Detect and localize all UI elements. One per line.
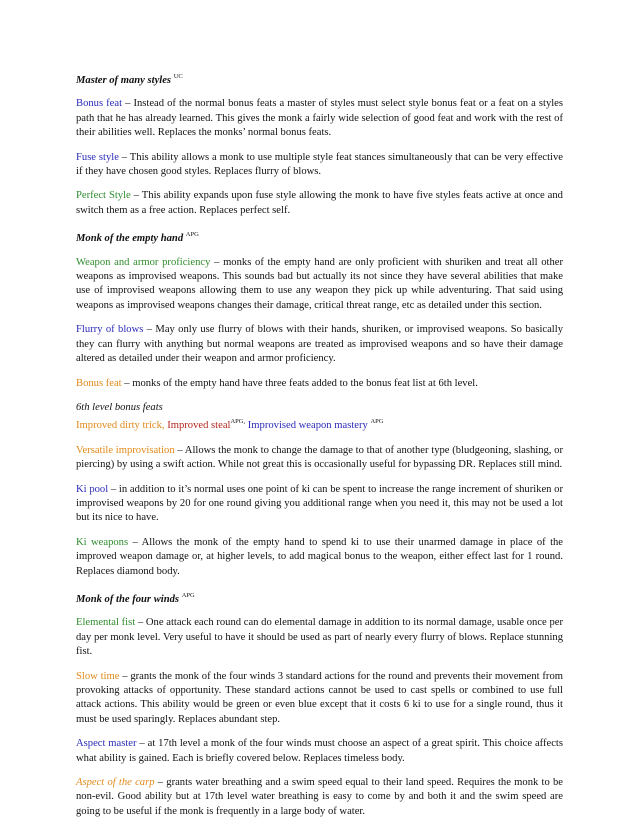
paragraph-aspect-master	[76, 737, 563, 766]
feat-improved-steal: Improved steal	[164, 420, 231, 432]
ability-term: Perfect Style	[76, 190, 131, 202]
section-heading-monk-of-the-empty-hand	[76, 228, 563, 246]
ability-text: – Allows the monk of the empty hand to spend ki to use their unarmed damage in place of the improved weapon damage or, at higher levels, to add magical bonus to the weapon, either effect last for 1 round. Replaces diamond body.	[76, 536, 564, 577]
section-heading-master-of-many-styles	[76, 70, 563, 88]
paragraph-elemental-fist	[76, 616, 563, 659]
feat-improvised-weapon-mastery: Improvised weapon mastery	[245, 420, 368, 432]
ability-text: – in addition to it’s normal uses one point of ki can be spent to increase the range increment of shuriken or improvised weapons by 20 for one round giving you additional range when you need it, this may not be used a lot but its nice to have.	[76, 483, 564, 524]
ability-text: – monks of the empty hand are only proficient with shuriken and treat all other weapons as improvised weapons. This sounds bad but actually its not since they have several abilities that make use of improvised weapons allowing them to use any weapon they pick up while adventuring. That said using weapons as improvised weapons changes their damage, critical threat range, etc as detailed under this section.	[76, 256, 563, 311]
source-tag: APG	[181, 591, 195, 599]
ability-term: Versatile improvisation	[76, 444, 175, 456]
ability-text: – monks of the empty hand have three feats added to the bonus feat list at 6th level.	[121, 377, 478, 389]
ability-text: – May only use flurry of blows with their hands, shuriken, or improvised weapons. So basically they can flurry with anything but normal weapons are treated as improvised weapons and so have their damage altered as detailed under their weapon and armor proficiency.	[76, 324, 563, 365]
ability-term: Slow time	[76, 670, 120, 682]
ability-text: – This ability expands upon fuse style allowing the monk to have five styles feats active at once and switch them as a free action. Replaces perfect self.	[76, 190, 563, 216]
ability-text: – One attack each round can do elemental damage in addition to its normal damage, usable once per day per monk level. Very useful to have it should be used as part of nearly every flurry of blows. Replace stunning fist.	[76, 617, 563, 658]
heading-text: Master of many styles	[76, 75, 172, 86]
ability-term: Bonus feat	[76, 98, 123, 110]
ability-text: – grants the monk of the four winds 3 standard actions for the round and prevents their movement from provoking attacks of opportunity. These standard actions cannot be used to cast spells or combined to use full attack actions. This ability would be green or even blue except that it costs 6 ki to use for a single round, thus it must be used sparingly. Replaces abundant step.	[76, 670, 564, 725]
section-heading-monk-of-the-four-winds	[76, 589, 563, 607]
paragraph-bonus-feat-empty-hand	[76, 377, 563, 391]
source-tag: APG,	[230, 418, 246, 426]
ability-term: Aspect of the carp	[76, 777, 155, 789]
ability-text: – Instead of the normal bonus feats a master of styles must select style bonus feat or a feat on a styles path that he has already learned. This gives the monk a fairly wide selection of good feat and work with the rest of their abilities well. Replaces the monks’ normal bonus feats.	[76, 98, 564, 139]
ability-text: – This ability allows a monk to use multiple style feat stances simultaneously that can be very effective if they have chosen good styles. Replaces flurry of blows.	[76, 151, 564, 178]
ability-term: Ki pool	[76, 483, 109, 495]
paragraph-ki-weapons	[76, 536, 563, 579]
ability-text: – at 17th level a monk of the four winds must choose an aspect of a great spirit. This choice affects what ability is gained. Each is briefly covered below. Replaces timeless body.	[76, 738, 563, 764]
paragraph-aspect-of-the-carp	[76, 776, 563, 819]
paragraph-versatile-improvisation	[76, 444, 563, 473]
feat-improved-dirty-trick: Improved dirty trick,	[76, 420, 165, 432]
ability-term: Fuse style	[76, 151, 119, 163]
heading-text: Monk of the empty hand	[76, 233, 184, 245]
feat-list-label: 6th level bonus feats	[76, 401, 163, 413]
paragraph-weapon-armor-proficiency	[76, 256, 563, 314]
paragraph-flurry-of-blows	[76, 323, 563, 366]
paragraph-bonus-feat-mos	[76, 97, 563, 140]
paragraph-slow-time	[76, 670, 563, 728]
paragraph-perfect-style	[76, 189, 563, 218]
paragraph-fuse-style	[76, 151, 563, 180]
ability-term: Flurry of blows	[76, 324, 144, 336]
ability-term: Aspect master	[76, 738, 137, 750]
source-tag: APG	[370, 418, 384, 426]
paragraph-ki-pool	[76, 483, 563, 526]
ability-text: – Allows the monk to change the damage to that of another type (bludgeoning, slashing, or piercing) by using a swift action. While not great this is occasionally useful for bypassing DR. Replaces still mind.	[76, 444, 563, 471]
ability-term: Weapon and armor proficiency	[76, 256, 211, 268]
ability-term: Bonus feat	[76, 377, 122, 389]
ability-text: – grants water breathing and a swim speed equal to their land speed. Requires the monk to be non-evil. Good ability but at 17th level water breathing is easy to come by and both it and the swim speed are going to be useful if the monk is frequently in a large body of water.	[76, 777, 563, 817]
ability-term: Ki weapons	[76, 536, 129, 548]
paragraph-6th-level-bonus-feats	[76, 401, 563, 434]
source-tag: APG	[185, 231, 199, 239]
heading-text: Monk of the four winds	[76, 593, 180, 605]
ability-term: Elemental fist	[76, 617, 136, 629]
source-tag: UC	[173, 73, 183, 80]
